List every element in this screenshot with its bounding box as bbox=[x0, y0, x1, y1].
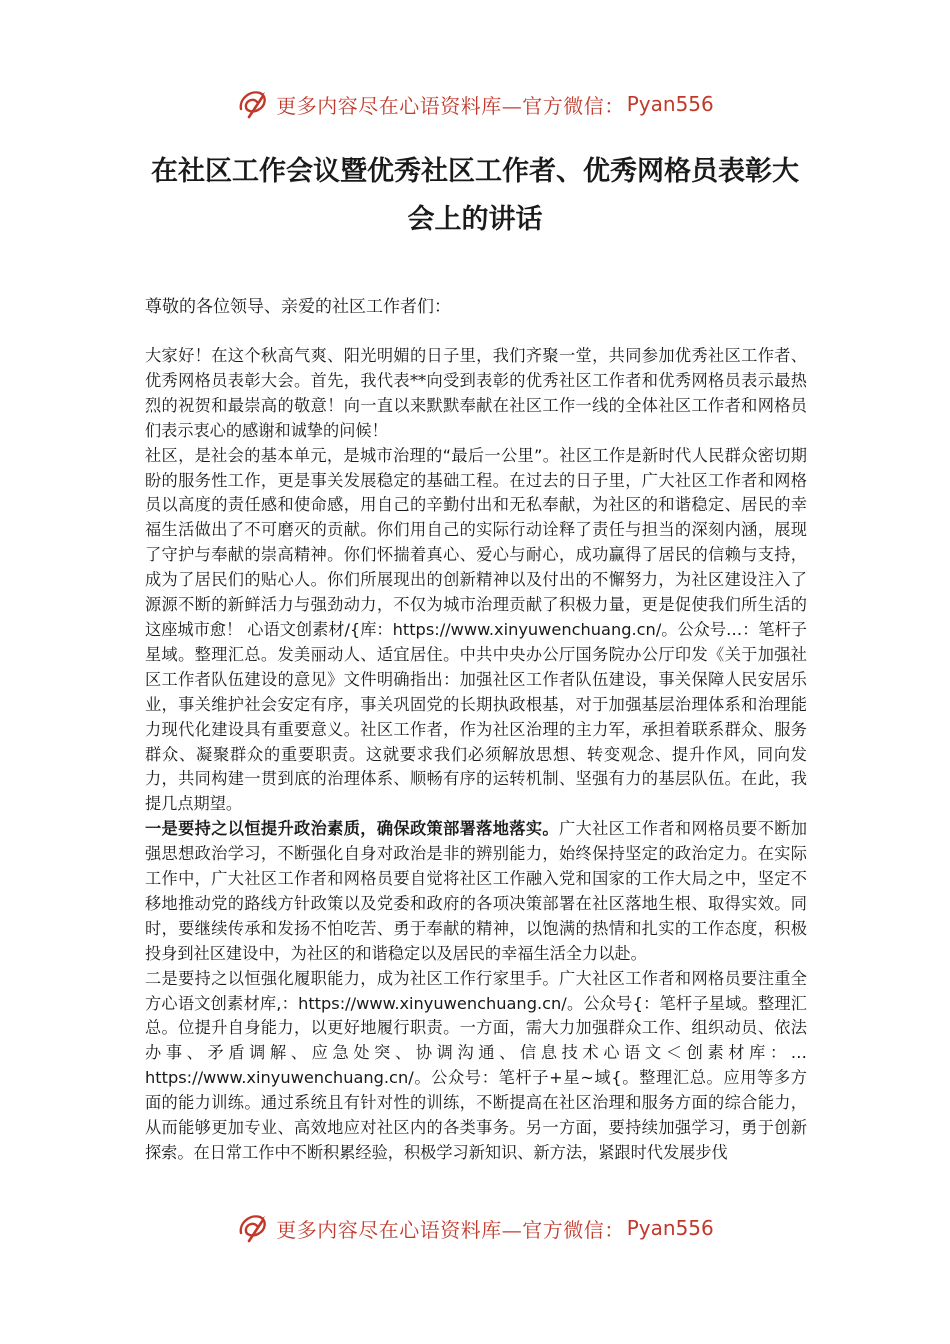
document-body bbox=[145, 344, 807, 1166]
pen-swirl-icon bbox=[236, 1211, 270, 1245]
paragraph-community: 社区，是社会的基本单元，是城市治理的“最后一公里”。社区工作是新时代人民群众密切期盼的服务性工作，更是事关发展稳定的基础工程。在过去的日子里，广大社区工作者和网格员以高度的责任感和使命感，用自己的辛勤付出和无私奉献，为社区的和谐稳定、居民的幸福生活做出了不可磨灭的贡献。你们用自己的实际行动诠释了责任与担当的深刻内涵，展现了守护与奉献的崇高精神。你们怀揣着真心、爱心与耐心，成功赢得了居民的信赖与支持，成为了居民们的贴心人。你们所展现出的创新精神以及付出的不懈努力，为社区建设注入了源源不断的新鲜活力与强劲动力，不仅为城市治理贡献了积极力量，更是促使我们所生活的这座城市愈！ 心语文创素材/{库：https://www.xinyuwenchuang.cn/。公众号…：笔杆子星域。整理汇总。发美丽动人、适宜居住。中共中央办公厅国务院办公厅印发《关于加强社区工作者队伍建设的意见》文件明确指出：加强社区工作者队伍建设，事关保障人民安居乐业，事关维护社会安定有序，事关巩固党的长期执政根基，对于加强基层治理体系和治理能力现代化建设具有重要意义。社区工作者，作为社区治理的主力军，承担着联系群众、服务群众、凝聚群众的重要职责。这就要求我们必须解放思想、转变观念、提升作风，同向发力，共同构建一贯到底的治理体系、顺畅有序的运转机制、坚强有力的基层队伍。在此，我提几点期望。 bbox=[145, 445, 807, 814]
point-one-text: 广大社区工作者和网格员要不断加强思想政治学习，不断强化自身对政治是非的辨别能力，始终保持坚定的政治定力。在实际工作中，广大社区工作者和网格员要自觉将社区工作融入党和国家的工作大局之中，坚定不移地推动党的路线方针政策以及党委和政府的各项决策部署在社区落地生根、取得实效。同时，要继续传承和发扬不怕吃苦、勇于奉献的精神，以饱满的热情和扎实的工作态度，积极投身到社区建设中，为社区的和谐稳定以及居民的幸福生活全力以赴。 bbox=[145, 819, 808, 963]
document-title: 在社区工作会议暨优秀社区工作者、优秀网格员表彰大会上的讲话 bbox=[151, 156, 799, 235]
paragraph-opening: 大家好！在这个秋高气爽、阳光明媚的日子里，我们齐聚一堂，共同参加优秀社区工作者、优秀网格员表彰大会。首先，我代表**向受到表彰的优秀社区工作者和优秀网格员表示最热烈的祝贺和最崇高的敬意！向一直以来默默奉献在社区工作一线的全体社区工作者和网格员们表示衷心的感谢和诚挚的问候！ bbox=[145, 346, 807, 440]
header-watermark-banner bbox=[0, 84, 950, 124]
paragraph-point-two: 二是要持之以恒强化履职能力，成为社区工作行家里手。广大社区工作者和网格员要注重全方心语文创素材库,：https://www.xinyuwenchuang.cn/。公众号{：笔杆子星域。整理汇总。位提升自身能力，以更好地履行职责。一方面，需大力加强群众工作、组织动员、依法办事、矛盾调解、应急处突、协调沟通、信息技术心语文＜创素材库：…https://www.xinyuwenchuang.cn/。公众号：笔杆子+星~域{。整理汇总。应用等多方面的能力训练。通过系统且有针对性的训练，不断提高在社区治理和服务方面的综合能力，从而能够更加专业、高效地应对社区内的各类事务。另一方面，要持续加强学习，勇于创新探索。在日常工作中不断积累经验，积极学习新知识、新方法，紧跟时代发展步伐 bbox=[145, 968, 807, 1162]
paragraph-point-one bbox=[145, 817, 807, 966]
banner-wechat-id: Pyan556 bbox=[626, 92, 714, 116]
banner-text: 更多内容尽在心语资料库—官方微信： bbox=[276, 93, 625, 118]
footer-watermark-banner bbox=[0, 1208, 950, 1248]
banner-text: 更多内容尽在心语资料库—官方微信： bbox=[276, 1217, 625, 1242]
greeting: 尊敬的各位领导、亲爱的社区工作者们： bbox=[145, 297, 451, 317]
banner-wechat-id: Pyan556 bbox=[626, 1216, 714, 1240]
pen-swirl-icon bbox=[236, 87, 270, 121]
point-one-heading: 一是要持之以恒提升政治素质，确保政策部署落地落实。 bbox=[145, 819, 559, 839]
